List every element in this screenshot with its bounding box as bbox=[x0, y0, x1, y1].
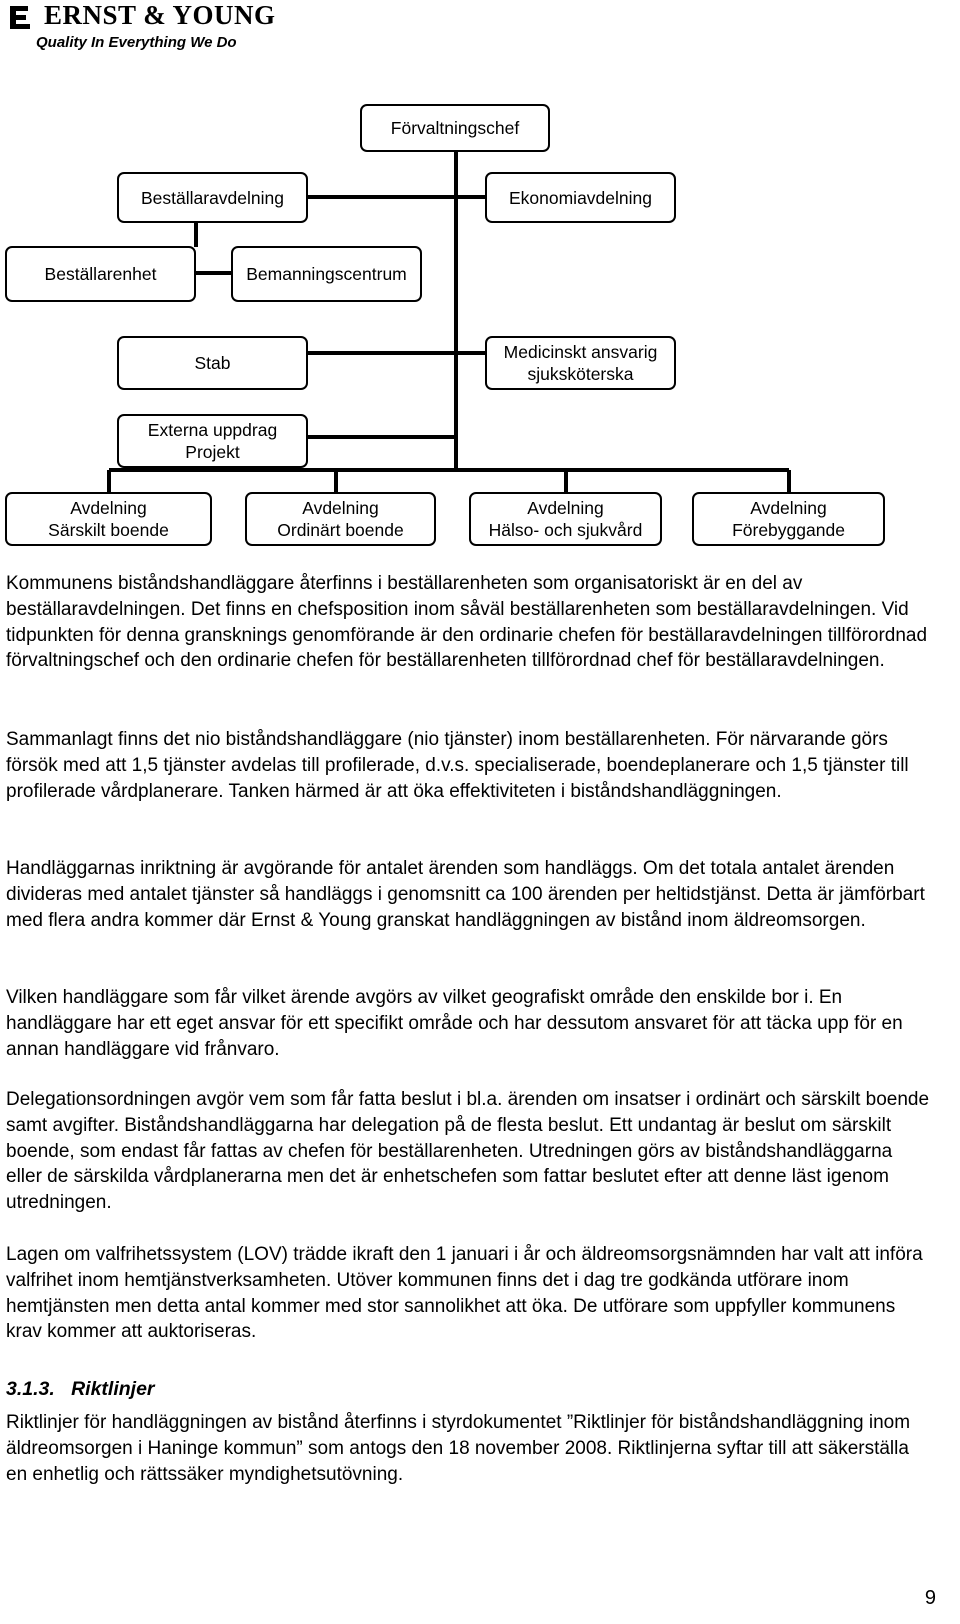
paragraph-6: Lagen om valfrihetssystem (LOV) trädde ikraft den 1 januari i år och äldreomsorgsnämnden har valt att införa valfrihet inom hemtjänstverksamheten. Utöver kommunen finns det i dag tre godkända utförare inom hemtjänsten men detta antal kommer med stor sannolikhet att öka. De utförare som uppfyller kommunens krav kommer att auktoriseras. bbox=[6, 1244, 923, 1343]
org-box-avdelning-sarskilt-boende: Avdelning Särskilt boende bbox=[5, 492, 212, 546]
org-box-avdelning-forebyggande: Avdelning Förebyggande bbox=[692, 492, 885, 546]
company-name: ERNST & YOUNG bbox=[44, 0, 276, 30]
page-number: 9 bbox=[924, 1587, 936, 1609]
org-box-bestallaravdelning: Beställaravdelning bbox=[117, 172, 308, 223]
paragraph-3: Handläggarnas inriktning är avgörande för antalet ärenden som handläggs. Om det totala antalet ärenden divideras med antalet tjänster så handläggs i genomsnitt ca 100 ärenden per heltidstjänst. Detta är jämförbart med flera andra kommer där Ernst & Young granskat handläggningen av bistånd inom äldreomsorgen. bbox=[6, 858, 925, 931]
paragraph-1: Kommunens biståndshandläggare återfinns i beställarenheten som organisatoriskt är en del av beställaravdelningen. Det finns en chefsposition inom såväl beställarenheten som beställaravdelningen. Vid tidpunkten för denna gransknings genomförande är den ordinarie chefen för beställaravdelningen tillförordnad förvaltningschef och den ordinarie chefen för beställarenheten tillförordnad chef för beställaravdelningen. bbox=[6, 573, 928, 672]
org-box-ekonomiavdelning: Ekonomiavdelning bbox=[485, 172, 676, 223]
org-box-medicinskt-ansvarig: Medicinskt ansvarig sjuksköterska bbox=[485, 336, 676, 390]
org-box-avdelning-ordinart-boende: Avdelning Ordinärt boende bbox=[245, 492, 436, 546]
paragraph-4: Vilken handläggare som får vilket ärende avgörs av vilket geografiskt område den enskilde bor i. En handläggare har ett eget ansvar för ett specifikt område och har dessutom ansvaret för att täcka upp för en annan handläggare vid frånvaro. bbox=[6, 987, 903, 1060]
org-box-forvaltningschef: Förvaltningschef bbox=[360, 104, 550, 152]
section-title: Riktlinjer bbox=[71, 1378, 155, 1400]
paragraph-2: Sammanlagt finns det nio biståndshandläggare (nio tjänster) inom beställarenheten. För närvarande görs försök med att 1,5 tjänster avdelas till profilerade, d.v.s. specialiserade, boendeplanerare och 1,5 tjänster till profilerade vårdplanerare. Tanken härmed är att öka effektiviteten i biståndshandläggningen. bbox=[6, 729, 909, 802]
section-number: 3.1.3. bbox=[6, 1378, 55, 1400]
org-box-avdelning-halso-sjukvard: Avdelning Hälso- och sjukvård bbox=[469, 492, 662, 546]
org-box-externa-uppdrag: Externa uppdrag Projekt bbox=[117, 414, 308, 468]
org-box-bestallarenhet: Beställarenhet bbox=[5, 246, 196, 302]
org-box-stab: Stab bbox=[117, 336, 308, 390]
company-tagline: Quality In Everything We Do bbox=[36, 34, 237, 51]
paragraph-7: Riktlinjer för handläggningen av bistånd återfinns i styrdokumentet ”Riktlinjer för biståndshandläggning inom äldreomsorgen i Haninge kommun” som antogs den 18 november 2008. Riktlinjerna syftar till att säkerställa en enhetlig och rättssäker myndighetsutövning. bbox=[6, 1412, 911, 1485]
paragraph-5: Delegationsordningen avgör vem som får fatta beslut i bl.a. ärenden om insatser i ordinärt och särskilt boende samt avgifter. Biståndshandläggarna har delegation på de flesta beslut. Ett undantag är beslut om särskilt boende, som endast får fattas av chefen för beställarenheten. Utredningen görs av biståndshandläggarna eller de särskilda vårdplanerarna men det är enhetschefen som fattar beslutet efter att denne läst igenom utredningen. bbox=[6, 1089, 930, 1214]
section-heading bbox=[6, 1378, 155, 1401]
org-box-bemanningscentrum: Bemanningscentrum bbox=[231, 246, 422, 302]
